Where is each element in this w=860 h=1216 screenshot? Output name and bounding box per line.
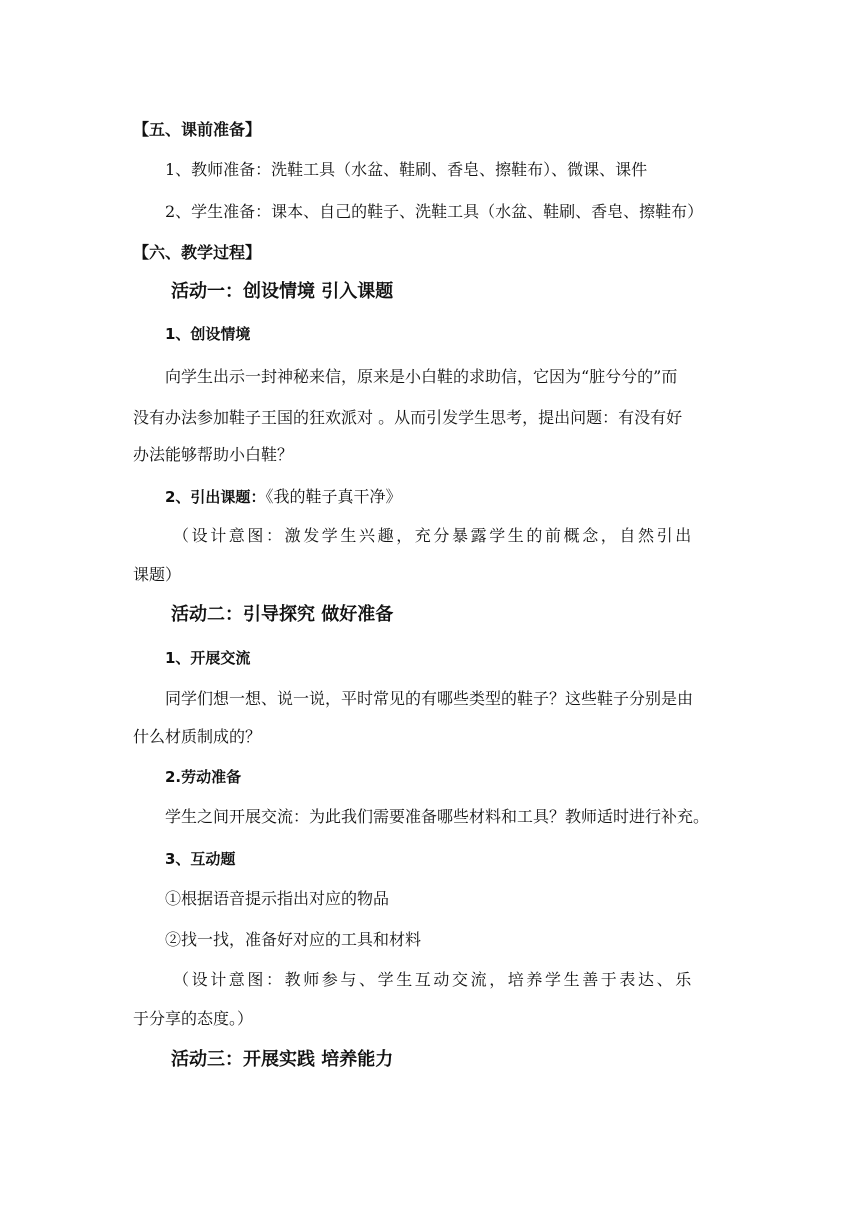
activity-two-step-two-text: 学生之间开展交流：为此我们需要准备哪些材料和工具？教师适时进行补充。 [165,807,710,826]
section-heading-teaching-process: 【六、教学过程】 [133,243,262,262]
activity-one-title: 活动一：创设情境 引入课题 [171,281,394,302]
activity-two-design-note: （设计意图：教师参与、学生互动交流，培养学生善于表达、乐 [173,970,694,989]
interactive-question-item: ①根据语音提示指出对应的物品 [165,889,390,908]
activity-one-design-note-cont: 课题） [133,565,182,584]
activity-two-step-one-title: 1、开展交流 [165,649,251,667]
activity-one-paragraph-line: 办法能够帮助小白鞋？ [133,445,294,464]
activity-one-step-two [165,487,401,507]
section-heading-preparation: 【五、课前准备】 [133,120,262,139]
activity-two-step-two-title: 2.劳动准备 [165,768,242,786]
activity-two-paragraph-line: 同学们想一想、说一说，平时常见的有哪些类型的鞋子？这些鞋子分别是由 [165,689,694,708]
student-preparation-item: 2、学生准备：课本、自己的鞋子、洗鞋工具（水盆、鞋刷、香皂、擦鞋布） [165,202,704,221]
activity-two-title: 活动二：引导探究 做好准备 [171,604,394,625]
activity-one-design-note: （设计意图：激发学生兴趣，充分暴露学生的前概念，自然引出 [173,526,694,545]
activity-two-design-note-cont: 于分享的态度。） [133,1009,254,1028]
activity-one-step-one-title: 1、创设情境 [165,325,251,343]
activity-one-step-two-title: 2、引出课题： [165,488,266,506]
interactive-question-item: ②找一找，准备好对应的工具和材料 [165,930,422,949]
activity-one-paragraph-line: 向学生出示一封神秘来信，原来是小白鞋的求助信，它因为“脏兮兮的”而 [165,367,678,386]
teacher-preparation-item: 1、教师准备：洗鞋工具（水盆、鞋刷、香皂、擦鞋布）、微课、课件 [165,160,648,179]
activity-one-paragraph-line: 没有办法参加鞋子王国的狂欢派对 。从而引发学生思考，提出问题：有没有好 [133,408,683,427]
lesson-topic-title: 《我的鞋子真干净》 [265,487,402,506]
activity-two-paragraph-line: 什么材质制成的？ [133,727,262,746]
activity-two-step-three-title: 3、互动题 [165,850,236,868]
activity-three-title: 活动三：开展实践 培养能力 [171,1049,394,1070]
